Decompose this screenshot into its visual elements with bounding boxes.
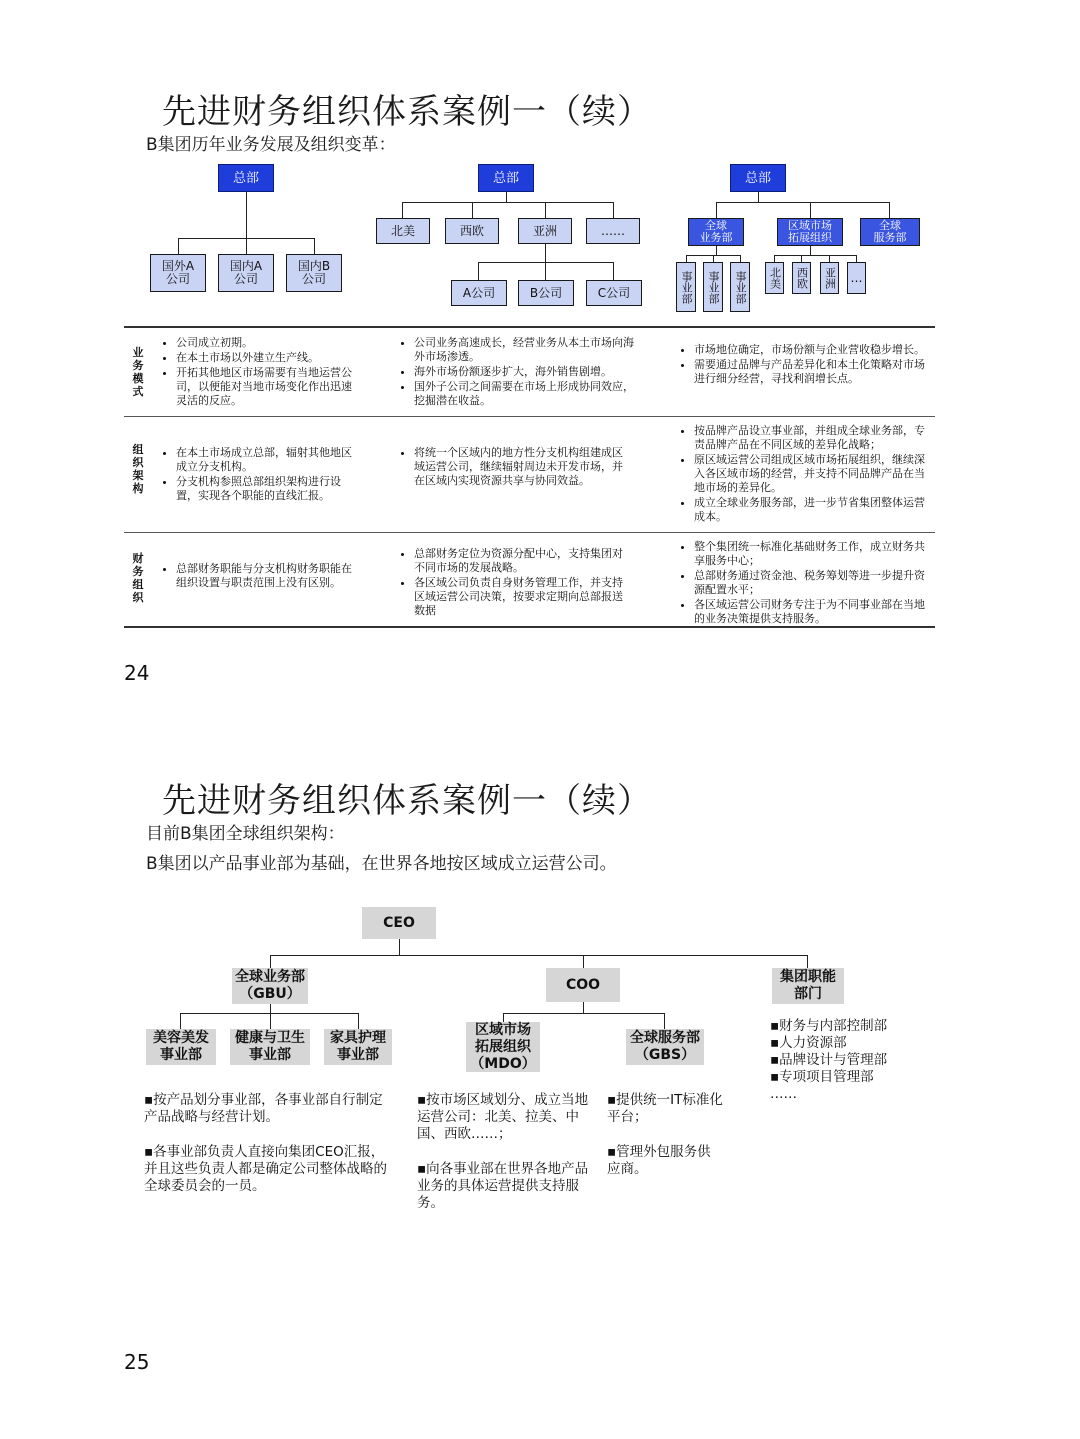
sub-company-box: 国外A 公司 [150, 254, 206, 292]
dept-box: 全球 业务部 [688, 218, 744, 246]
hq-box: 总部 [218, 164, 274, 192]
business-unit-box: 健康与卫生 事业部 [230, 1029, 310, 1065]
business-unit-box: 美容美发 事业部 [146, 1029, 216, 1065]
table-cell: • 公司成立初期。 • 在本土市场以外建立生产线。 • 开拓其他地区市场需要有当地运营公司，以便能对当地市场变化作出迅速灵活的反应。 [160, 336, 360, 409]
mdo-notes: ▪按市场区域划分、成立当地运营公司：北美、拉美、中国、西欧……； ▪向各事业部在世界各地产品业务的具体运营提供支持服务。 [417, 1092, 589, 1211]
region-box: 北美 [765, 262, 784, 294]
table-cell: • 将统一个区域内的地方性分支机构组建成区域运营公司，继续辐射周边未开发市场，并在区域内实现资源共享与协同效益。 [398, 446, 628, 489]
gbs-notes: ▪提供统一IT标准化平台； ▪管理外包服务供应商。 [607, 1092, 723, 1177]
region-box: 亚洲 [820, 262, 839, 294]
region-box: …… [586, 218, 640, 244]
page2-title: 先进财务组织体系案例一（续） [162, 781, 652, 821]
row-label-finance-org: 财务组织 [132, 552, 144, 604]
page-number: 25 [124, 1350, 150, 1374]
table-cell: • 在本土市场成立总部，辐射其他地区成立分支机构。 • 分支机构参照总部组织架构进行设置，实现各个职能的直线汇报。 [160, 446, 360, 504]
business-unit-box: 事业部 [703, 262, 723, 312]
page1-title: 先进财务组织体系案例一（续） [162, 92, 652, 132]
table-cell: • 总部财务定位为资源分配中心，支持集团对不同市场的发展战略。 • 各区域公司负责自身财务管理工作，并支持区域运营公司决策，按要求定期向总部报送数据 [398, 547, 628, 619]
gbu-box: 全球业务部 （GBU） [232, 968, 308, 1004]
dept-box: 区域市场 拓展组织 [777, 218, 843, 246]
page2-subtitle-2: B集团以产品事业部为基础，在世界各地按区域成立运营公司。 [146, 854, 617, 874]
hq-box: 总部 [730, 164, 786, 192]
business-unit-box: 事业部 [676, 262, 696, 312]
business-unit-box: 家具护理 事业部 [324, 1029, 392, 1065]
hq-box: 总部 [478, 164, 534, 192]
mdo-box: 区域市场 拓展组织 （MDO） [466, 1022, 540, 1072]
company-box: C公司 [586, 280, 642, 306]
gbs-box: 全球服务部 （GBS） [626, 1029, 704, 1065]
row-label-business-model: 业务模式 [132, 346, 144, 398]
region-box: 北美 [376, 218, 430, 244]
page1-subtitle: B集团历年业务发展及组织变革： [146, 135, 396, 155]
page-number: 24 [124, 661, 150, 685]
region-box: 西欧 [792, 262, 811, 294]
row-label-org-structure: 组织架构 [132, 443, 144, 495]
table-cell: • 按品牌产品设立事业部，并组成全球业务部，专责品牌产品在不同区域的差异化战略； • 原区域运营公司组成区域市场拓展组织，继续深入各区域市场的经营，并支持不同品牌产品在当地市场的差异化。 • 成立全球业务服务部，进一步节省集团整体运营成本。 [678, 424, 934, 525]
ceo-box: CEO [362, 907, 436, 939]
table-cell: • 公司业务高速成长，经营业务从本土市场向海外市场渗透。 • 海外市场份额逐步扩大，海外销售剧增。 • 国外子公司之间需要在市场上形成协同效应，挖掘潜在收益。 [398, 336, 636, 409]
table-cell: • 市场地位确定，市场份额与企业营收稳步增长。 • 需要通过品牌与产品差异化和本土化策略对市场进行细分经营，寻找利润增长点。 [678, 343, 930, 387]
sub-company-box: 国内A 公司 [218, 254, 274, 292]
region-box: … [847, 262, 866, 294]
table-cell: • 总部财务职能与分支机构财务职能在组织设置与职责范围上没有区别。 [160, 562, 356, 591]
sub-company-box: 国内B 公司 [286, 254, 342, 292]
group-functions-list: ▪财务与内部控制部 ▪人力资源部 ▪品牌设计与管理部 ▪专项项目管理部 …… [770, 1018, 888, 1102]
region-box: 西欧 [445, 218, 499, 244]
table-cell: • 整个集团统一标准化基础财务工作，成立财务共享服务中心； • 总部财务通过资金池、税务筹划等进一步提升资源配置水平； • 各区域运营公司财务专注于为不同事业部在当地的业务决策提供支持服务。 [678, 540, 934, 627]
business-unit-box: 事业部 [730, 262, 750, 312]
region-box: 亚洲 [518, 218, 572, 244]
company-box: A公司 [451, 280, 507, 306]
page2-subtitle-1: 目前B集团全球组织架构： [146, 824, 345, 844]
gbu-notes: ▪按产品划分事业部，各事业部自行制定产品战略与经营计划。 ▪各事业部负责人直接向集团CEO汇报，并且这些负责人都是确定公司整体战略的全球委员会的一员。 [144, 1092, 387, 1194]
company-box: B公司 [518, 280, 574, 306]
dept-box: 全球 服务部 [860, 218, 920, 246]
coo-box: COO [546, 968, 620, 1002]
group-functions-box: 集团职能 部门 [772, 968, 844, 1004]
